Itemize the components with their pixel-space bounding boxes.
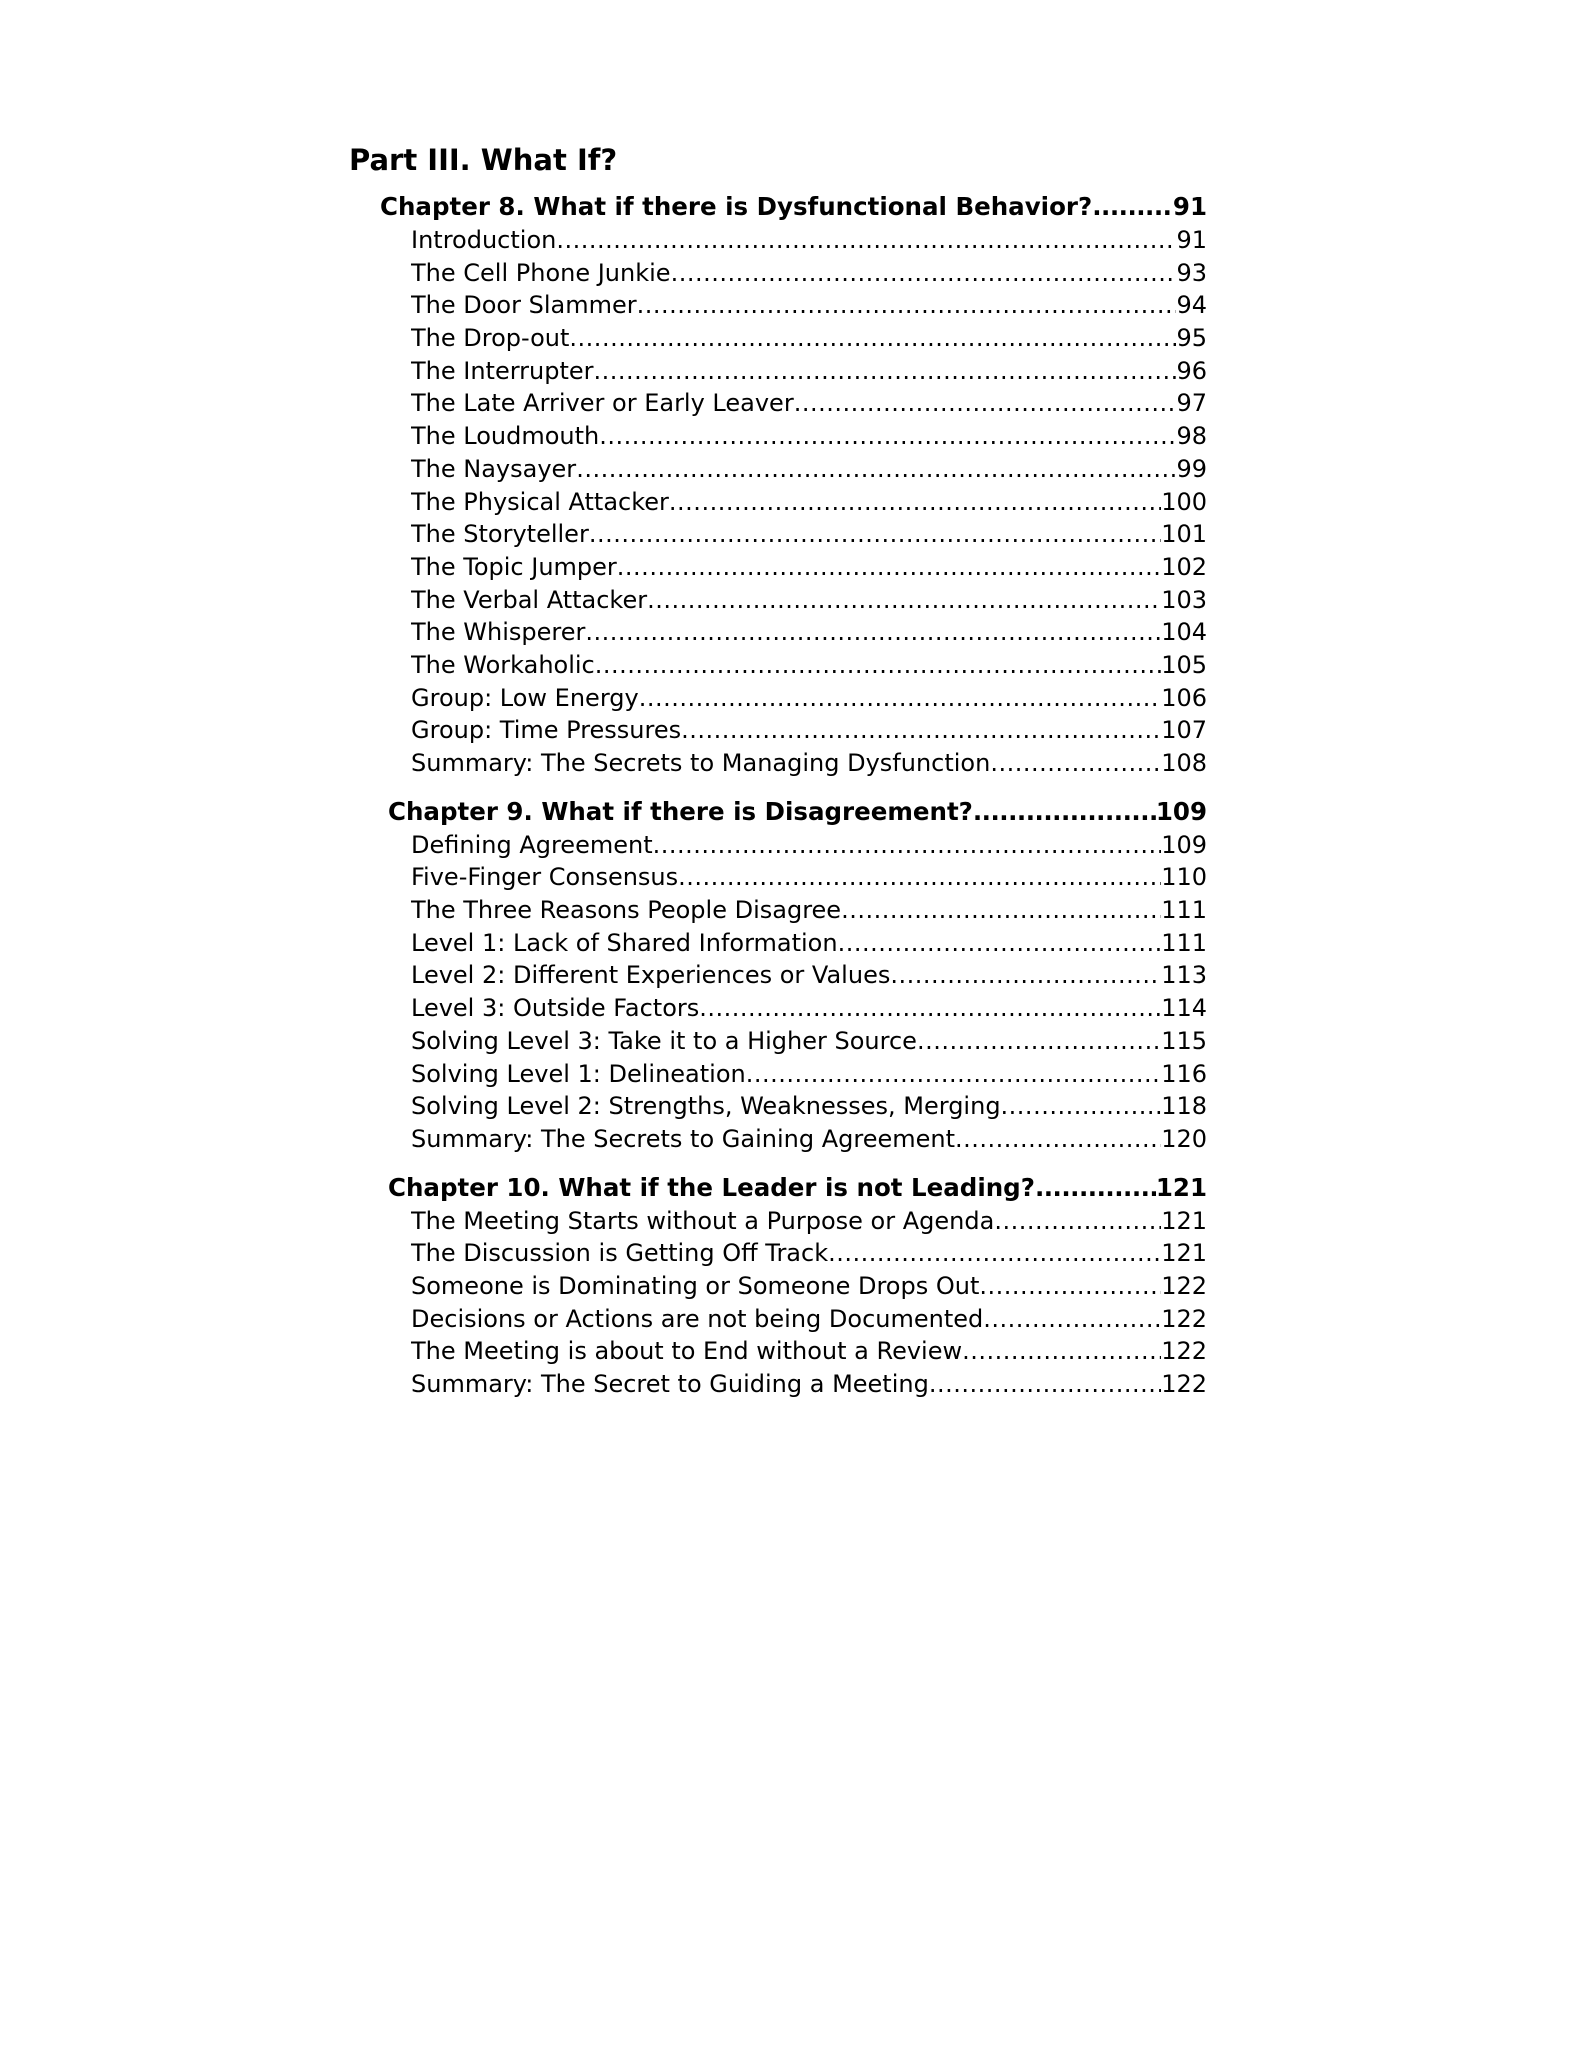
toc-section-entry: [411, 257, 1207, 290]
dot-leader: [794, 387, 1177, 420]
toc-section-entry: [411, 747, 1207, 780]
section-page-number: 106: [1161, 683, 1207, 712]
toc-section-entry: [411, 420, 1207, 453]
dot-leader: [841, 894, 1161, 927]
section-title: Group: Time Pressures: [411, 716, 682, 745]
table-of-contents: [0, 190, 1583, 1401]
toc-section-entry: [411, 959, 1207, 992]
dot-leader: [637, 289, 1177, 322]
toc-section-entry: [411, 551, 1207, 584]
dot-leader: [979, 1270, 1161, 1303]
section-page-number: 108: [1161, 749, 1207, 777]
section-page-number: 103: [1161, 585, 1207, 614]
dot-leader: [569, 322, 1176, 355]
chapter-page-number: 109: [1155, 796, 1207, 826]
toc-chapter-entry: [388, 795, 1207, 829]
section-page-number: 116: [1161, 1059, 1207, 1088]
section-title: The Cell Phone Junkie: [411, 258, 671, 287]
dot-leader: [678, 861, 1161, 894]
dot-leader: [594, 355, 1177, 388]
toc-section-entry: [411, 992, 1207, 1025]
dot-leader: [973, 795, 1156, 829]
section-page-number: 110: [1161, 863, 1207, 892]
chapter-title: Chapter 8. What if there is Dysfunctional Behavior?: [380, 192, 1093, 221]
section-page-number: 122: [1161, 1304, 1207, 1333]
section-title: The Meeting Starts without a Purpose or Agenda: [411, 1206, 995, 1235]
dot-leader: [617, 551, 1161, 584]
toc-section-entry: [411, 1270, 1207, 1303]
section-title: The Late Arriver or Early Leaver: [411, 389, 794, 418]
section-title: Introduction: [411, 226, 557, 254]
toc-section-entry: [411, 927, 1207, 960]
section-page-number: 109: [1161, 830, 1207, 859]
toc-section-entry: [411, 289, 1207, 322]
section-page-number: 97: [1176, 389, 1207, 418]
dot-leader: [1001, 1090, 1162, 1123]
section-page-number: 111: [1161, 928, 1207, 957]
toc-chapter-entry: [388, 1171, 1207, 1205]
toc-section-entry: [411, 387, 1207, 420]
section-page-number: 91: [1176, 226, 1207, 254]
section-page-number: 96: [1176, 356, 1207, 385]
toc-section-entry: [411, 1025, 1207, 1058]
dot-leader: [1035, 1171, 1156, 1205]
chapter-title: Chapter 9. What if there is Disagreement?: [388, 796, 973, 826]
dot-leader: [994, 1205, 1161, 1238]
dot-leader: [647, 584, 1161, 617]
toc-section-entry: [411, 1237, 1207, 1270]
section-page-number: 93: [1176, 258, 1207, 287]
dot-leader: [653, 829, 1162, 862]
part-title: Part III. What If?: [349, 143, 618, 177]
section-page-number: 107: [1161, 716, 1207, 745]
section-title: The Naysayer: [411, 454, 577, 483]
section-page-number: 122: [1161, 1337, 1207, 1366]
section-page-number: 122: [1161, 1271, 1207, 1300]
toc-chapter-block: [0, 190, 1583, 780]
toc-section-entry: [411, 1205, 1207, 1238]
toc-section-entry: [411, 829, 1207, 862]
toc-section-entry: [411, 1058, 1207, 1091]
dot-leader: [669, 486, 1161, 519]
section-title: The Physical Attacker: [411, 487, 669, 516]
section-page-number: 121: [1161, 1206, 1207, 1235]
section-title: Level 1: Lack of Shared Information: [411, 928, 838, 957]
section-title: Defining Agreement: [411, 830, 653, 859]
section-page-number: 115: [1161, 1026, 1207, 1055]
dot-leader: [917, 1025, 1161, 1058]
section-page-number: 95: [1176, 324, 1207, 353]
toc-section-entry: [411, 649, 1207, 682]
dot-leader: [746, 1058, 1161, 1091]
section-title: The Storyteller: [411, 520, 589, 549]
toc-section-entry: [411, 518, 1207, 551]
toc-section-entry: [411, 584, 1207, 617]
section-title: The Discussion is Getting Off Track: [411, 1239, 829, 1268]
dot-leader: [990, 747, 1161, 780]
section-title: The Door Slammer: [411, 291, 637, 320]
section-title: Five-Finger Consensus: [411, 863, 679, 892]
section-title: The Three Reasons People Disagree: [411, 896, 842, 925]
section-title: Solving Level 1: Delineation: [411, 1059, 746, 1088]
dot-leader: [828, 1237, 1161, 1270]
dot-leader: [983, 1303, 1161, 1336]
section-title: The Loudmouth: [411, 422, 600, 451]
chapter-page-number: 121: [1155, 1172, 1207, 1202]
section-title: The Meeting is about to End without a Review: [411, 1337, 963, 1366]
section-page-number: 100: [1161, 487, 1207, 516]
dot-leader: [595, 649, 1161, 682]
dot-leader: [639, 682, 1161, 715]
dot-leader: [955, 1123, 1161, 1156]
toc-section-entry: [411, 682, 1207, 715]
toc-section-entry: [411, 714, 1207, 747]
section-page-number: 105: [1161, 650, 1207, 679]
dot-leader: [929, 1368, 1161, 1401]
dot-leader: [699, 992, 1161, 1025]
section-page-number: 94: [1176, 291, 1207, 320]
section-page-number: 114: [1161, 994, 1207, 1023]
section-title: The Workaholic: [411, 650, 595, 679]
chapter-title: Chapter 10. What if the Leader is not Leading?: [388, 1172, 1035, 1202]
section-page-number: 111: [1161, 896, 1207, 925]
dot-leader: [599, 420, 1176, 453]
section-title: Level 3: Outside Factors: [411, 994, 700, 1023]
section-title: Summary: The Secrets to Gaining Agreement: [411, 1124, 955, 1153]
dot-leader: [589, 518, 1161, 551]
section-title: Level 2: Different Experiences or Values: [411, 961, 891, 990]
dot-leader: [671, 257, 1177, 290]
toc-chapter-entry: [380, 190, 1207, 224]
dot-leader: [585, 616, 1161, 649]
toc-section-entry: [411, 486, 1207, 519]
toc-section-entry: [411, 861, 1207, 894]
section-title: Group: Low Energy: [411, 683, 639, 712]
section-title: The Whisperer: [411, 618, 586, 647]
section-title: The Topic Jumper: [411, 552, 617, 581]
dot-leader: [681, 714, 1161, 747]
section-page-number: 101: [1161, 520, 1207, 549]
toc-section-entry: [411, 355, 1207, 388]
dot-leader: [838, 927, 1162, 960]
section-page-number: 102: [1161, 552, 1207, 581]
dot-leader: [962, 1335, 1161, 1368]
dot-leader: [556, 224, 1176, 257]
toc-section-entry: [411, 1335, 1207, 1368]
section-title: Summary: The Secret to Guiding a Meeting: [411, 1370, 929, 1398]
section-page-number: 121: [1161, 1239, 1207, 1268]
section-title: Decisions or Actions are not being Documented: [411, 1304, 984, 1333]
section-title: Summary: The Secrets to Managing Dysfunction: [411, 749, 991, 777]
section-page-number: 120: [1161, 1124, 1207, 1153]
toc-chapter-block: [0, 1171, 1583, 1401]
toc-section-entry: [411, 1303, 1207, 1336]
section-page-number: 104: [1161, 618, 1207, 647]
section-title: Someone is Dominating or Someone Drops Out: [411, 1271, 980, 1300]
toc-section-entry: [411, 322, 1207, 355]
toc-section-entry: [411, 1090, 1207, 1123]
section-page-number: 99: [1176, 454, 1207, 483]
section-page-number: 98: [1176, 422, 1207, 451]
section-title: The Interrupter: [411, 356, 594, 385]
toc-section-entry: [411, 1368, 1207, 1401]
dot-leader: [1092, 190, 1173, 224]
section-title: The Verbal Attacker: [411, 585, 648, 614]
toc-chapter-block: [0, 795, 1583, 1156]
section-page-number: 118: [1161, 1092, 1207, 1121]
toc-section-entry: [411, 1123, 1207, 1156]
dot-leader: [576, 453, 1176, 486]
chapter-page-number: 91: [1172, 192, 1207, 221]
dot-leader: [890, 959, 1161, 992]
toc-section-entry: [411, 616, 1207, 649]
toc-section-entry: [411, 453, 1207, 486]
section-title: Solving Level 3: Take it to a Higher Source: [411, 1026, 917, 1055]
toc-section-entry: [411, 894, 1207, 927]
section-title: The Drop-out: [411, 324, 570, 353]
toc-section-entry: [411, 224, 1207, 257]
section-title: Solving Level 2: Strengths, Weaknesses, Merging: [411, 1092, 1001, 1121]
section-page-number: 122: [1161, 1370, 1207, 1398]
section-page-number: 113: [1161, 961, 1207, 990]
